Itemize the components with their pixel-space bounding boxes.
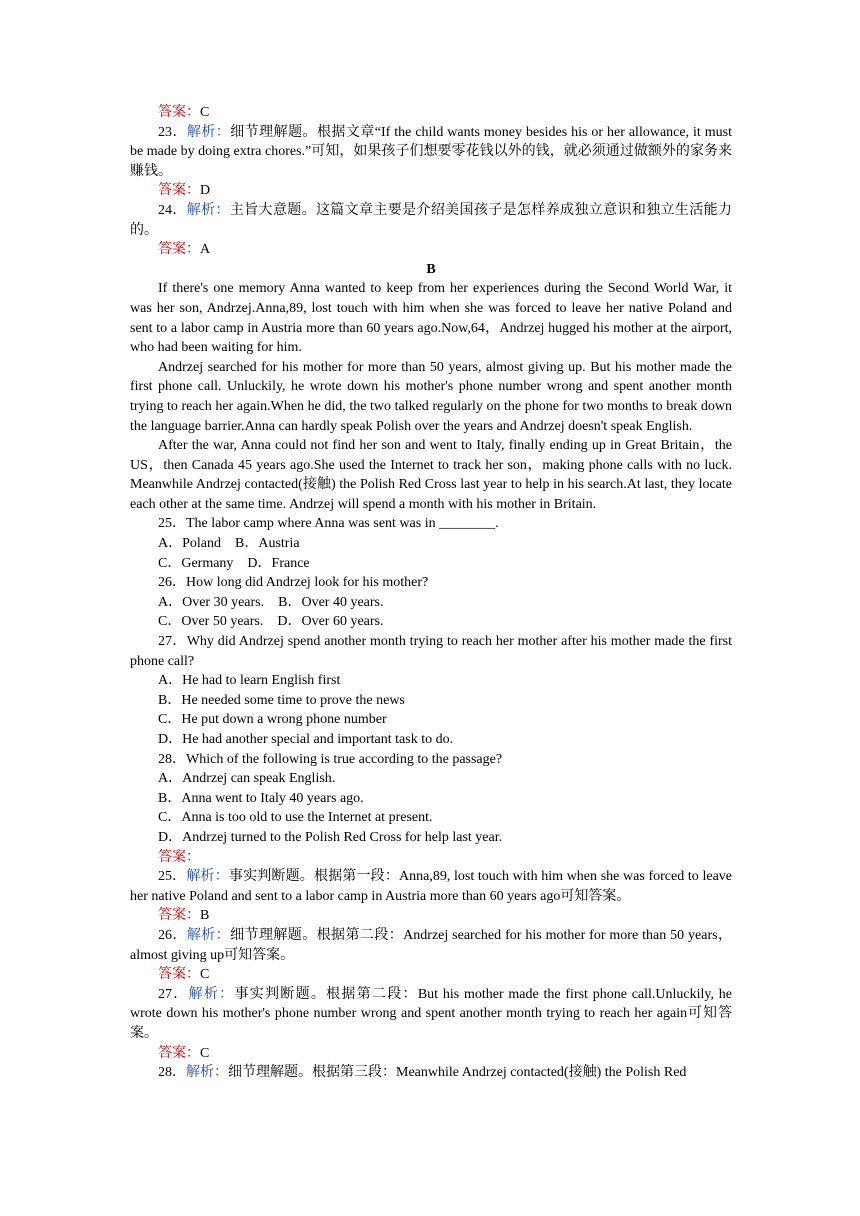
question-28-stem: 28．Which of the following is true according to the passage? xyxy=(158,751,503,767)
answer-label: 答案： xyxy=(158,242,200,258)
explanation-text: 事实判断题。根据第一段：Anna,89, lost touch with him when she was forced to leave her native Poland and sent to a labor camp in Austria more than 60 years ago可知答案。 xyxy=(130,869,733,904)
explanation-label: 解析： xyxy=(188,986,235,1002)
answer-23 xyxy=(130,181,732,201)
passage-paragraph-1: If there's one memory Anna wanted to keep from her experiences during the Second World War, it was her son, Andrzej.Anna,89, lost touch with him when she was forced to leave her native Poland and sent to a labor camp in Austria more than 60 years ago.Now,64，Andrzej hugged his mother at the airport, who had been waiting for him. xyxy=(130,281,732,356)
question-27-option-a: A．He had to learn English first xyxy=(158,673,341,689)
question-28-option-d: D．Andrzej turned to the Polish Red Cross for help last year. xyxy=(158,829,503,845)
answer-27 xyxy=(130,1044,732,1064)
section-title: B xyxy=(426,261,436,277)
question-number: 23． xyxy=(158,124,187,140)
question-25-options-2: C．Germany D．France xyxy=(158,555,310,571)
answer-label: 答案： xyxy=(158,1045,200,1061)
question-27-option-b: B．He needed some time to prove the news xyxy=(158,692,405,708)
explanation-text: 细节理解题。根据第三段：Meanwhile Andrzej contacted(接触) the Polish Red xyxy=(228,1065,687,1081)
question-27-stem: 27．Why did Andrzej spend another month trying to reach her mother after his mother made the first phone call? xyxy=(130,634,732,669)
answer-label: 答案： xyxy=(158,105,200,120)
question-26-options-1: A．Over 30 years. B．Over 40 years. xyxy=(158,594,384,610)
answer-22 xyxy=(130,103,732,123)
answers-header-label: 答案： xyxy=(158,849,200,865)
answer-label: 答案： xyxy=(158,908,200,924)
explanation-28 xyxy=(130,1063,732,1083)
question-28-option-a: A．Andrzej can speak English. xyxy=(158,771,336,787)
answer-label: 答案： xyxy=(158,967,200,983)
explanation-24 xyxy=(130,201,732,240)
answer-24 xyxy=(130,240,732,260)
explanation-label: 解析： xyxy=(186,927,231,943)
explanation-text: 主旨大意题。这篇文章主要是介绍美国孩子是怎样养成独立意识和独立生活能力的。 xyxy=(130,202,732,238)
question-number: 25． xyxy=(158,869,187,885)
question-number: 24． xyxy=(158,202,187,218)
answer-value: C xyxy=(200,967,210,983)
explanation-27 xyxy=(130,985,732,1044)
question-number: 27． xyxy=(158,986,189,1002)
question-25-stem: 25．The labor camp where Anna was sent was in ________. xyxy=(158,516,499,532)
passage-paragraph-3: After the war, Anna could not find her son and went to Italy, finally ending up in Great Britain，the US，then Canada 45 years ago.She used the Internet to track her son，making phone calls with no luck. Meanwhile Andrzej contacted(接触) the Polish Red Cross last year to help in his search.At last, they locate each other at the same time. Andrzej will spend a month with his mother in Britain. xyxy=(130,438,732,512)
answer-value: C xyxy=(200,1045,210,1061)
question-26-options-2: C．Over 50 years. D．Over 60 years. xyxy=(158,614,384,630)
explanation-text: 细节理解题。根据文章“If the child wants money besides his or her allowance, it must be made by doing extra chores.”可知，如果孩子们想要零花钱以外的钱，就必须通过做额外的家务来赚钱。 xyxy=(130,124,732,179)
passage-paragraph-2: Andrzej searched for his mother for more than 50 years, almost giving up. But his mother made the first phone call. Unluckily, he wrote down his mother's phone number wrong and spent another month trying to reach her again.When he did, the two talked regularly on the phone for two months to break down the language barrier.Anna can hardly speak Polish over the years and Andrzej doesn't speak English. xyxy=(130,359,732,434)
question-number: 28． xyxy=(158,1065,186,1081)
answer-26 xyxy=(130,965,732,985)
answer-value: B xyxy=(200,908,210,924)
answer-value: D xyxy=(200,183,211,199)
answer-value: C xyxy=(200,105,210,120)
explanation-26 xyxy=(130,926,732,965)
explanation-text: 事实判断题。根据第二段：But his mother made the first phone call.Unluckily, he wrote down his mother's phone number wrong and spent another month trying to reach her again可知答案。 xyxy=(130,986,733,1041)
question-27-option-d: D．He had another special and important task to do. xyxy=(158,732,454,747)
question-28-option-c: C．Anna is too old to use the Internet at present. xyxy=(158,810,433,826)
question-26-stem: 26．How long did Andrzej look for his mother? xyxy=(158,575,429,591)
answer-label: 答案： xyxy=(158,183,200,199)
answers-header xyxy=(130,848,732,868)
question-number: 26． xyxy=(158,927,187,943)
explanation-25 xyxy=(130,867,732,906)
question-27-option-c: C．He put down a wrong phone number xyxy=(158,712,387,728)
explanation-label: 解析： xyxy=(186,869,229,885)
explanation-label: 解析： xyxy=(186,124,231,140)
explanation-label: 解析： xyxy=(186,202,230,218)
explanation-label: 解析： xyxy=(186,1065,228,1081)
answer-value: A xyxy=(200,242,211,258)
question-28-option-b: B．Anna went to Italy 40 years ago. xyxy=(158,790,364,806)
explanation-23 xyxy=(130,123,732,182)
answer-25 xyxy=(130,906,732,926)
explanation-text: 细节理解题。根据第二段：Andrzej searched for his mother for more than 50 years，almost giving up可知答案。 xyxy=(130,927,732,963)
question-25-options-1: A．Poland B．Austria xyxy=(158,536,300,552)
